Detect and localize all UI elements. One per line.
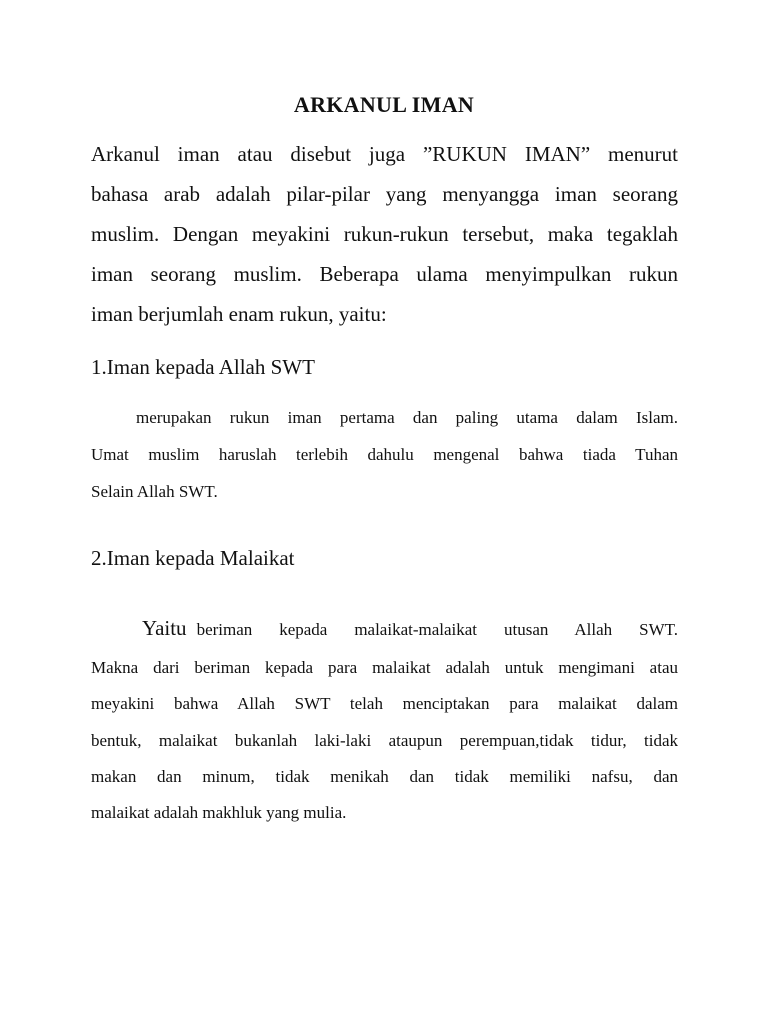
section1-line: merupakan rukun iman pertama dan paling utama dalam Islam. — [136, 408, 678, 427]
section2-first-line-rest: beriman kepada malaikat-malaikat utusan Allah SWT. — [196, 620, 678, 639]
section2-line: malaikat adalah makhluk yang mulia. — [91, 803, 347, 822]
intro-line: bahasa arab adalah pilar-pilar yang menyangga iman seorang — [91, 182, 678, 206]
section2-first-line — [142, 616, 678, 641]
intro-line: muslim. Dengan meyakini rukun-rukun tersebut, maka tegaklah — [91, 222, 678, 246]
section2-first-word: Yaitu — [142, 616, 187, 640]
section1-line: Selain Allah SWT. — [91, 482, 218, 501]
section2-line: Makna dari beriman kepada para malaikat adalah untuk mengimani atau — [91, 658, 678, 677]
section2-line: bentuk, malaikat bukanlah laki-laki ataupun perempuan,tidak tidur, tidak — [91, 731, 678, 750]
section1-line: Umat muslim haruslah terlebih dahulu mengenal bahwa tiada Tuhan — [91, 445, 678, 464]
section2-line: meyakini bahwa Allah SWT telah menciptakan para malaikat dalam — [91, 694, 678, 713]
section2-heading: 2.Iman kepada Malaikat — [91, 546, 295, 570]
section2-line: makan dan minum, tidak menikah dan tidak memiliki nafsu, dan — [91, 767, 678, 786]
page-title: ARKANUL IMAN — [293, 92, 475, 117]
section1-heading: 1.Iman kepada Allah SWT — [91, 355, 315, 379]
intro-line: iman berjumlah enam rukun, yaitu: — [91, 302, 387, 326]
intro-line: iman seorang muslim. Beberapa ulama menyimpulkan rukun — [91, 262, 678, 286]
intro-line: Arkanul iman atau disebut juga ”RUKUN IMAN” menurut — [91, 142, 678, 166]
